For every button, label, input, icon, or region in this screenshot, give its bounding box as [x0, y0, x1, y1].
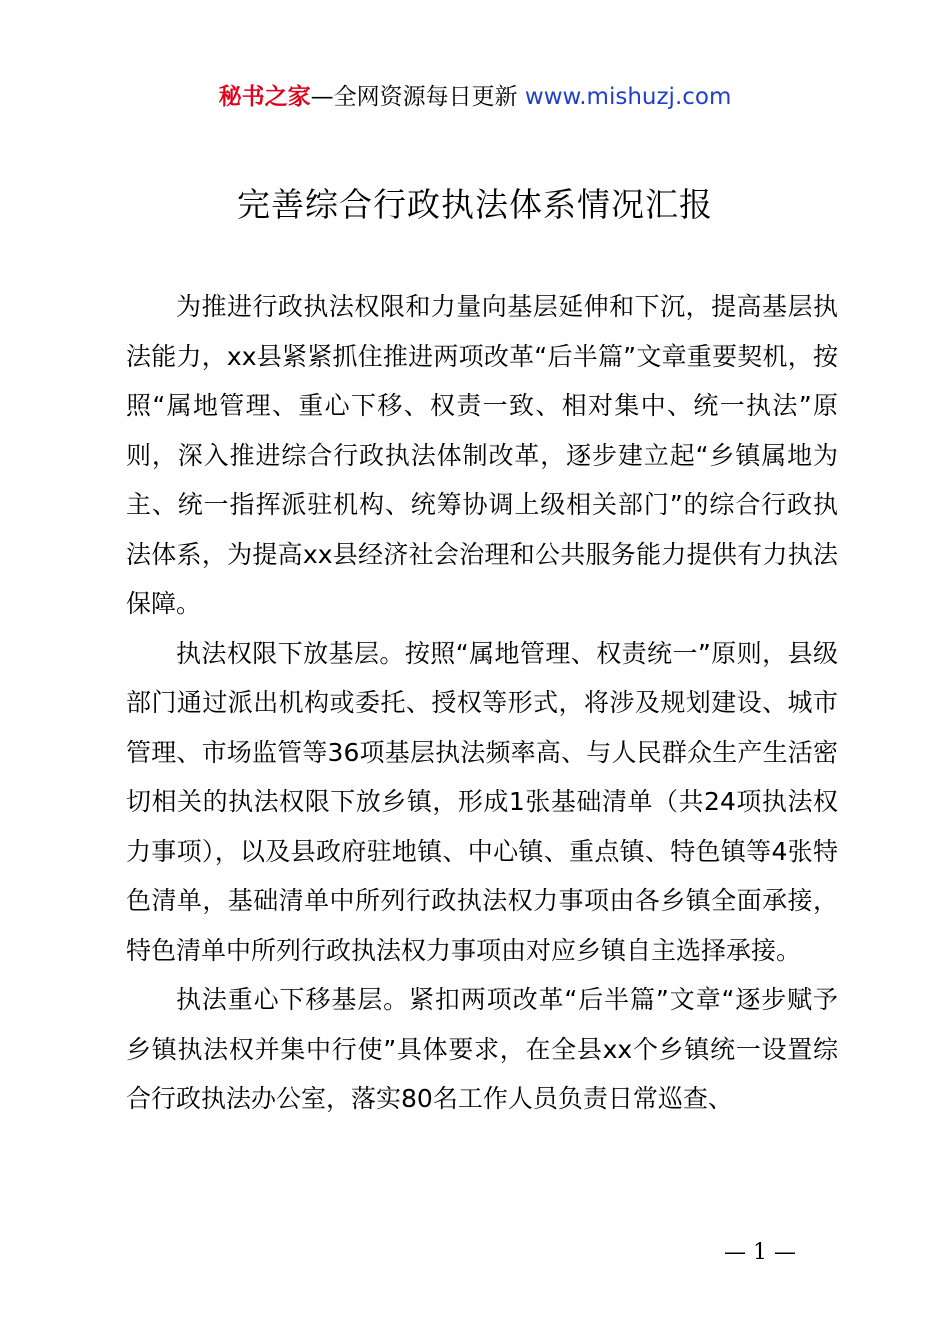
page-number: — 1 —	[724, 1240, 796, 1265]
document-body	[126, 282, 838, 1124]
header-tagline: —全网资源每日更新	[310, 84, 518, 110]
document-title: 完善综合行政执法体系情况汇报	[237, 185, 713, 224]
site-header	[0, 80, 950, 114]
paragraph-focus-shift: 执法重心下移基层。紧扣两项改革“后半篇”文章“逐步赋予乡镇执法权并集中行使”具体要求，在全县xx个乡镇统一设置综合行政执法办公室，落实80名工作人员负责日常巡查、	[126, 985, 838, 1113]
paragraph-intro: 为推进行政执法权限和力量向基层延伸和下沉，提高基层执法能力，xx县紧紧抓住推进两项改革“后半篇”文章重要契机，按照“属地管理、重心下移、权责一致、相对集中、统一执法”原则，深入推进综合行政执法体制改革，逐步建立起“乡镇属地为主、统一指挥派驻机构、统筹协调上级相关部门”的综合行政执法体系，为提高xx县经济社会治理和公共服务能力提供有力执法保障。	[126, 292, 838, 618]
site-url[interactable]: www.mishuzj.com	[524, 84, 732, 110]
brand-name: 秘书之家	[218, 84, 311, 110]
paragraph-delegation: 执法权限下放基层。按照“属地管理、权责统一”原则，县级部门通过派出机构或委托、授权等形式，将涉及规划建设、城市管理、市场监管等36项基层执法频率高、与人民群众生产生活密切相关的执法权限下放乡镇，形成1张基础清单（共24项执法权力事项），以及县政府驻地镇、中心镇、重点镇、特色镇等4张特色清单，基础清单中所列行政执法权力事项由各乡镇全面承接，特色清单中所列行政执法权力事项由对应乡镇自主选择承接。	[126, 638, 838, 965]
